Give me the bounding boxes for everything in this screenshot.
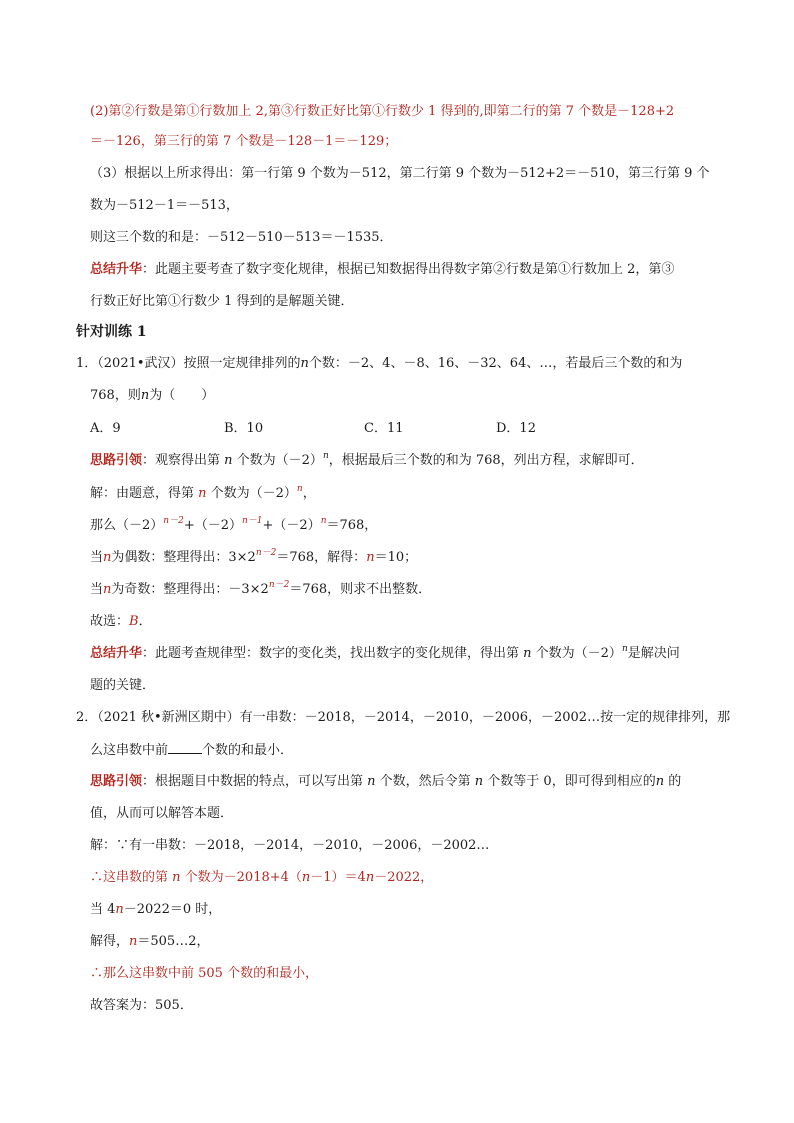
summary-label: 总结升华	[90, 646, 143, 661]
sol-text: －2022＝0 时，	[123, 902, 222, 917]
sol-text: 那么（－2）	[90, 518, 164, 533]
sol-var: n	[366, 550, 375, 565]
hint-text: 的	[664, 774, 682, 789]
sol-text: +（－2）	[262, 518, 321, 533]
sol-text: ＝505…2，	[137, 934, 210, 949]
q2-solution-line-3	[90, 901, 221, 919]
summary-var: n	[523, 646, 532, 661]
part2-line-2: ＝－126，第三行的第 7 个数是－128－1＝－129；	[90, 134, 398, 149]
q1-option-b: B．10	[224, 421, 264, 436]
sol-text: 个数为（－2）	[206, 486, 297, 501]
hint-text: ：观察得出第	[142, 453, 225, 468]
q1-var: n	[300, 356, 309, 371]
hint-text: 个数等于 0，即可得到相应的	[483, 774, 656, 789]
q1-solution-line-4	[90, 581, 431, 600]
summary-text: 个数为（－2）	[531, 646, 622, 661]
q1-summary-line-2: 题的关键．	[90, 678, 156, 693]
hint-text: ：根据题目中数据的特点，可以写出第	[142, 774, 368, 789]
part3-line-1: （3）根据以上所求得出：第一行第 9 个数为－512，第二行第 9 个数为－512+2＝－510，第三行第 9 个	[90, 166, 710, 181]
sol-text: ＝768，解得：	[276, 550, 367, 565]
part3-line-2: 数为－512－1＝－513，	[90, 198, 239, 213]
q1-option-d: D．12	[496, 421, 536, 436]
sol-text: 解：由题意，得第	[90, 486, 199, 501]
hint-var: n	[224, 453, 233, 468]
sol-var: n	[301, 870, 311, 885]
hint-var: n	[655, 774, 665, 789]
q1-stem-line-1	[76, 355, 682, 373]
summary-1-line-2: 行数正好比第①行数少 1 得到的是解题关键．	[90, 294, 354, 309]
answer-text: ．	[138, 614, 152, 629]
sol-var: n	[115, 902, 124, 917]
q2-stem-line-1: 2．（2021 秋•新洲区期中）有一串数：－2018，－2014，－2010，－2006，－2002…按一定的规律排列，那	[76, 710, 731, 725]
hint-label: 思路引领	[90, 453, 143, 468]
sol-text: ＝10；	[374, 550, 418, 565]
answer-text: 故选：	[90, 614, 130, 629]
sol-sup: n－2	[163, 516, 184, 526]
hint-sup: n	[322, 451, 329, 461]
sol-text: ＝768，	[326, 518, 378, 533]
part3-line-3: 则这三个数的和是：－512－510－513＝－1535．	[90, 230, 393, 245]
sol-text: +（－2）	[183, 518, 242, 533]
sol-text: ，	[302, 486, 316, 501]
q1-solution-line-1	[90, 485, 316, 504]
summary-label: 总结升华	[90, 262, 143, 277]
q1-stem-line-2	[90, 387, 214, 405]
answer-value: B	[129, 614, 139, 629]
sol-var: n	[129, 934, 138, 949]
sol-sup: n	[320, 516, 327, 526]
sol-text: ＝768，则求不出整数．	[289, 582, 432, 597]
summary-text: 是解决问	[627, 646, 680, 661]
sol-var: n	[103, 550, 112, 565]
sol-sup: n－2	[255, 548, 277, 558]
hint-text: 个数，然后令第	[375, 774, 475, 789]
q2-hint-line-2: 值，从而可以解答本题．	[90, 806, 234, 821]
sol-var: n	[365, 870, 375, 885]
hint-text: 个数为（－2）	[232, 453, 323, 468]
section-title: 针对训练 1	[76, 324, 147, 340]
summary-sup: n	[621, 644, 628, 654]
sol-sup: n－1	[241, 516, 263, 526]
sol-var: n	[198, 486, 207, 501]
sol-text: －2022，	[374, 870, 434, 885]
q1-option-a: A．9	[90, 421, 121, 436]
hint-label: 思路引领	[90, 774, 143, 789]
q1-option-c: C．11	[364, 421, 404, 436]
q1-solution-line-3	[90, 549, 417, 568]
q1-var: n	[140, 388, 150, 403]
hint-var: n	[474, 774, 484, 789]
sol-sup: n	[296, 484, 303, 494]
sol-text: 解得，	[90, 934, 130, 949]
sol-var: n	[172, 870, 181, 885]
q2-solution-line-5: ∴那么这串数中前 505 个数的和最小，	[90, 966, 319, 981]
q1-stem2-text: 768，则	[90, 388, 141, 403]
q2-solution-line-2	[90, 869, 433, 887]
q2-stem-text-b: 个数的和最小．	[202, 743, 294, 758]
q2-solution-line-4	[90, 933, 209, 951]
sol-text: 为奇数：整理得出：－3×2	[111, 582, 269, 597]
q1-stem2-text-b: 为（ ）	[149, 388, 215, 403]
hint-text: ，根据最后三个数的和为 768，列出方程，求解即可．	[328, 453, 644, 468]
sol-var: n	[103, 582, 112, 597]
q1-stem-text: 1．（2021•武汉）按照一定规律排列的	[76, 356, 301, 371]
q2-stem-text: 么这串数中前	[90, 743, 169, 758]
sol-text: 当	[90, 582, 104, 597]
q1-stem-text-b: 个数：－2、4、－8、16、－32、64、…，若最后三个数的和为	[308, 356, 683, 371]
summary-text: ：此题主要考查了数字变化规律，根据已知数据得出得数字第②行数是第①行数加上 2，第③	[142, 262, 675, 277]
sol-text: 当	[90, 550, 104, 565]
q2-stem-line-2	[90, 741, 293, 760]
q1-summary-line-1	[90, 645, 680, 664]
q1-hint	[90, 452, 644, 471]
summary-text: ：此题考查规律型：数字的变化类，找出数字的变化规律，得出第	[142, 646, 524, 661]
hint-var: n	[367, 774, 376, 789]
sol-sup: n－2	[268, 580, 290, 590]
summary-1-line-1	[90, 261, 674, 279]
sol-text: －1）＝4	[310, 870, 366, 885]
q2-hint-line-1	[90, 773, 681, 791]
sol-text: 当 4	[90, 902, 116, 917]
q2-answer: 故答案为：505．	[90, 998, 193, 1013]
sol-text: ∴这串数的第	[90, 870, 173, 885]
q1-answer	[90, 613, 152, 631]
sol-text: 为偶数：整理得出：3×2	[111, 550, 256, 565]
part2-line-1: (2)第②行数是第①行数加上 2,第③行数正好比第①行数少 1 得到的,即第二行的第 7 个数是－128+2	[90, 104, 675, 119]
answer-blank	[168, 741, 202, 754]
q2-solution-line-1: 解：∵有一串数：－2018，－2014，－2010，－2006，－2002…	[90, 838, 490, 853]
sol-text: 个数为－2018+4（	[180, 870, 302, 885]
q1-solution-line-2	[90, 517, 377, 536]
